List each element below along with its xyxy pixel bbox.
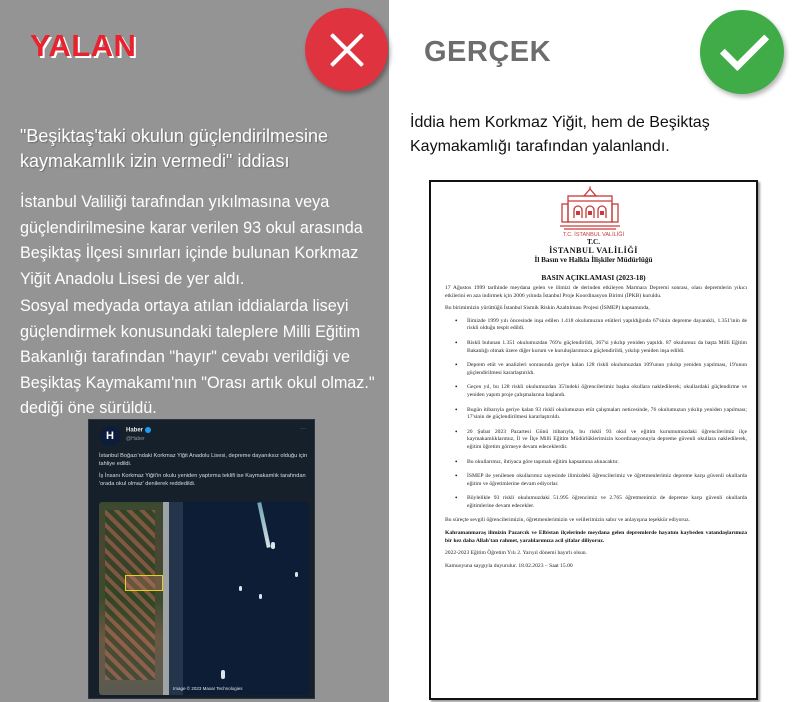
avatar: H xyxy=(100,426,120,446)
tweet-paragraph: İş İnsanı Korkmaz Yiğit'in okulu yeniden yaptırma teklifi ise Kaymakamlık tarafından 'orada okul olmaz' denilerek reddedildi. xyxy=(99,473,306,487)
doc-bullet: • İlimizde 1999 yılı öncesinde inşa edilen 1.418 okulumuzun etütleri yapıldığında 67'sinin depreme dayanıklı, 1.351'inin de riskli olduğu tespit edildi. xyxy=(467,318,747,333)
doc-signoff: Kamuoyuna saygıyla duyurulur. 18.02.2023 – Saat 15.00 xyxy=(445,562,573,569)
verdict-false-label: YALAN xyxy=(30,28,137,63)
tweet-handle: @Haber xyxy=(126,436,145,442)
doc-bullet: • Böylelikle 93 riskli okulumuzdaki 51.995 öğrencimiz ve 2.765 öğretmenimiz de depreme karşı güvenli okullarda eğitimlerine devam edecekler. xyxy=(467,495,747,510)
claim-paragraph: Sosyal medyada ortaya atılan iddialarda liseyi güçlendirmek konusundaki taleplere Milli Eğitim Bakanlığı tarafından "hayır" cevabı verildiği ve Beşiktaş Kaymakamı'nın "Orası artık okul olmaz." dediği öne sürüldü. xyxy=(20,297,375,417)
header-line: İl Basın ve Halkla İlişkiler Müdürlüğü xyxy=(534,255,653,264)
claim-body xyxy=(20,190,385,422)
istanbul-governorship-logo-icon xyxy=(558,186,622,230)
tweet-text xyxy=(99,453,309,488)
boat-wake xyxy=(257,502,270,548)
tweet-author-name xyxy=(126,427,151,434)
doc-bullet: • İSMEP ile yenilenen okullarımız sayesinde ilimizdeki öğrencilerimiz ve öğretmenlerimiz depreme karşı güvenli okullarda eğitim ve öğretimlerine devam ediyorlar. xyxy=(467,473,747,488)
tweet-header xyxy=(95,426,310,448)
map-attribution: Image © 2023 Maxar Technologies xyxy=(173,686,243,691)
verdict-explanation: İddia hem Korkmaz Yiğit, hem de Beşiktaş Kaymakamlığı tarafından yalanlandı. xyxy=(410,114,710,155)
map-buildings xyxy=(105,510,155,680)
claim-paragraph: İstanbul Valiliği tarafından yıkılmasına veya güçlendirilmesine karar verilen 93 okul arasında Beşiktaş İlçesi sınırları içinde bulunan Korkmaz Yiğit Anadolu Lisesi de yer aldı. xyxy=(20,193,363,288)
doc-bullet-list xyxy=(445,318,747,511)
doc-bullet: • Riskli bulunan 1.351 okulumuzdan 769'u güçlendirildi, 367'si yıkılıp yeniden yapıldı. 87 okulumuz da başta Milli Eğitim Bakanlığı olmak üzere diğer kurum ve kuruluşlarımızca güçlendirildi, yıkılıp yeniden inşa edildi. xyxy=(467,340,747,355)
claim-title: "Beşiktaş'taki okulun güçlendirilmesine kaymakamlık izin vermedi" iddiası xyxy=(20,126,328,171)
document-title: BASIN AÇIKLAMASI (2023-18) xyxy=(541,273,646,282)
press-release-document xyxy=(429,180,758,700)
tweet-screenshot xyxy=(88,419,315,699)
false-claim-panel xyxy=(0,0,389,702)
verified-badge-icon xyxy=(145,427,151,433)
boat-icon xyxy=(221,670,225,679)
doc-paragraph: Bu birimimizin yürüttüğü İstanbul Sismik Riskin Azaltılması Projesi (İSMEP) kapsamında, xyxy=(445,305,650,312)
doc-condolence: Kahramanmaraş ilimizin Pazarcık ve Elbistan ilçelerinde meydana gelen depremlerde hayatını kaybeden vatandaşlarımıza bir kez daha Allah'tan rahmet, yaralılarımıza acil şifalar diliyoruz. xyxy=(445,530,747,544)
doc-bullet: • Deprem etüt ve analizleri sonrasında geriye kalan 128 riskli okulumuzdan 109'unun yıkılıp yeniden yapılması, 19'unun güçlendirilmesi kararlaştırıldı. xyxy=(467,362,747,377)
logo-label: T.C. İSTANBUL VALİLİĞİ xyxy=(562,232,625,238)
x-mark-icon xyxy=(305,8,388,91)
doc-paragraph: 17 Ağustos 1999 tarihinde meydana gelen ve ilimizi de derinden etkileyen Marmara Depremi sonrası, olası depremlerin yıkıcı etkilerini en aza indirmek için 2006 yılında İstanbul Proje Koordinasyon Birimi (İPKB) kuruldu. xyxy=(445,285,747,299)
satellite-map-image xyxy=(99,502,309,695)
school-highlight-box xyxy=(125,575,163,591)
boat-icon xyxy=(295,572,298,577)
tweet-paragraph: İstanbul Boğazı'ndaki Korkmaz Yiğit Anadolu Lisesi, depreme dayanıksız olduğu için tahliye edildi. xyxy=(99,453,308,467)
doc-bullet: • Bugün itibarıyla geriye kalan 93 riskli okulumuzun etüt çalışmaları neticesinde, 76 okulumuzun yıkılıp yeniden yapılması; 17'sinin de güçlendirilmesi kararlaştırıldı. xyxy=(467,407,747,422)
document-body xyxy=(445,285,747,575)
doc-paragraph: Bu süreçte sevgili öğrencilerimizin, öğretmenlerimizin ve velilerimizin sabır ve anlayışına teşekkür ediyoruz. xyxy=(445,517,690,524)
more-options-icon: ··· xyxy=(300,426,306,432)
boat-icon xyxy=(271,542,275,549)
doc-bullet: • 20 Şubat 2023 Pazartesi Günü itibarıyla, bu riskli 93 okul ve eğitim kurumumuzdaki öğrencilerimiz ilçe kaymakamlıklarımız, İl ve İlçe Milli Eğitim Müdürlüklerimizin koordinasyonuyla depreme güvenli okullara nakledilerek, eğitim öğretim görmeye devam edeceklerdir. xyxy=(467,429,747,452)
doc-bullet: • Bu okullarımız, ihtiyaca göre taşımalı eğitim kapsamına alınacaktır. xyxy=(467,459,747,467)
check-mark-icon xyxy=(700,10,784,94)
document-header xyxy=(431,238,756,264)
doc-paragraph: 2022-2023 Eğitim Öğretim Yılı 2. Yarıyıl dönemi hayırlı olsun. xyxy=(445,550,587,557)
map-shoreline xyxy=(169,502,183,695)
author-name-text: Haber xyxy=(126,427,144,434)
doc-bullet: • Geçen yıl, bu 128 riskli okulumuzdan 35'indeki öğrencilerimiz başka okullara nakledilerek; okullardaki güçlendirme ve yeniden yapım proje çalışmalarına başlandı. xyxy=(467,384,747,399)
verdict-true-label: GERÇEK xyxy=(424,36,552,68)
header-line: İSTANBUL VALİLİĞİ xyxy=(549,245,638,255)
boat-icon xyxy=(239,586,242,591)
header-line: T.C. xyxy=(586,238,601,246)
boat-icon xyxy=(259,594,262,599)
